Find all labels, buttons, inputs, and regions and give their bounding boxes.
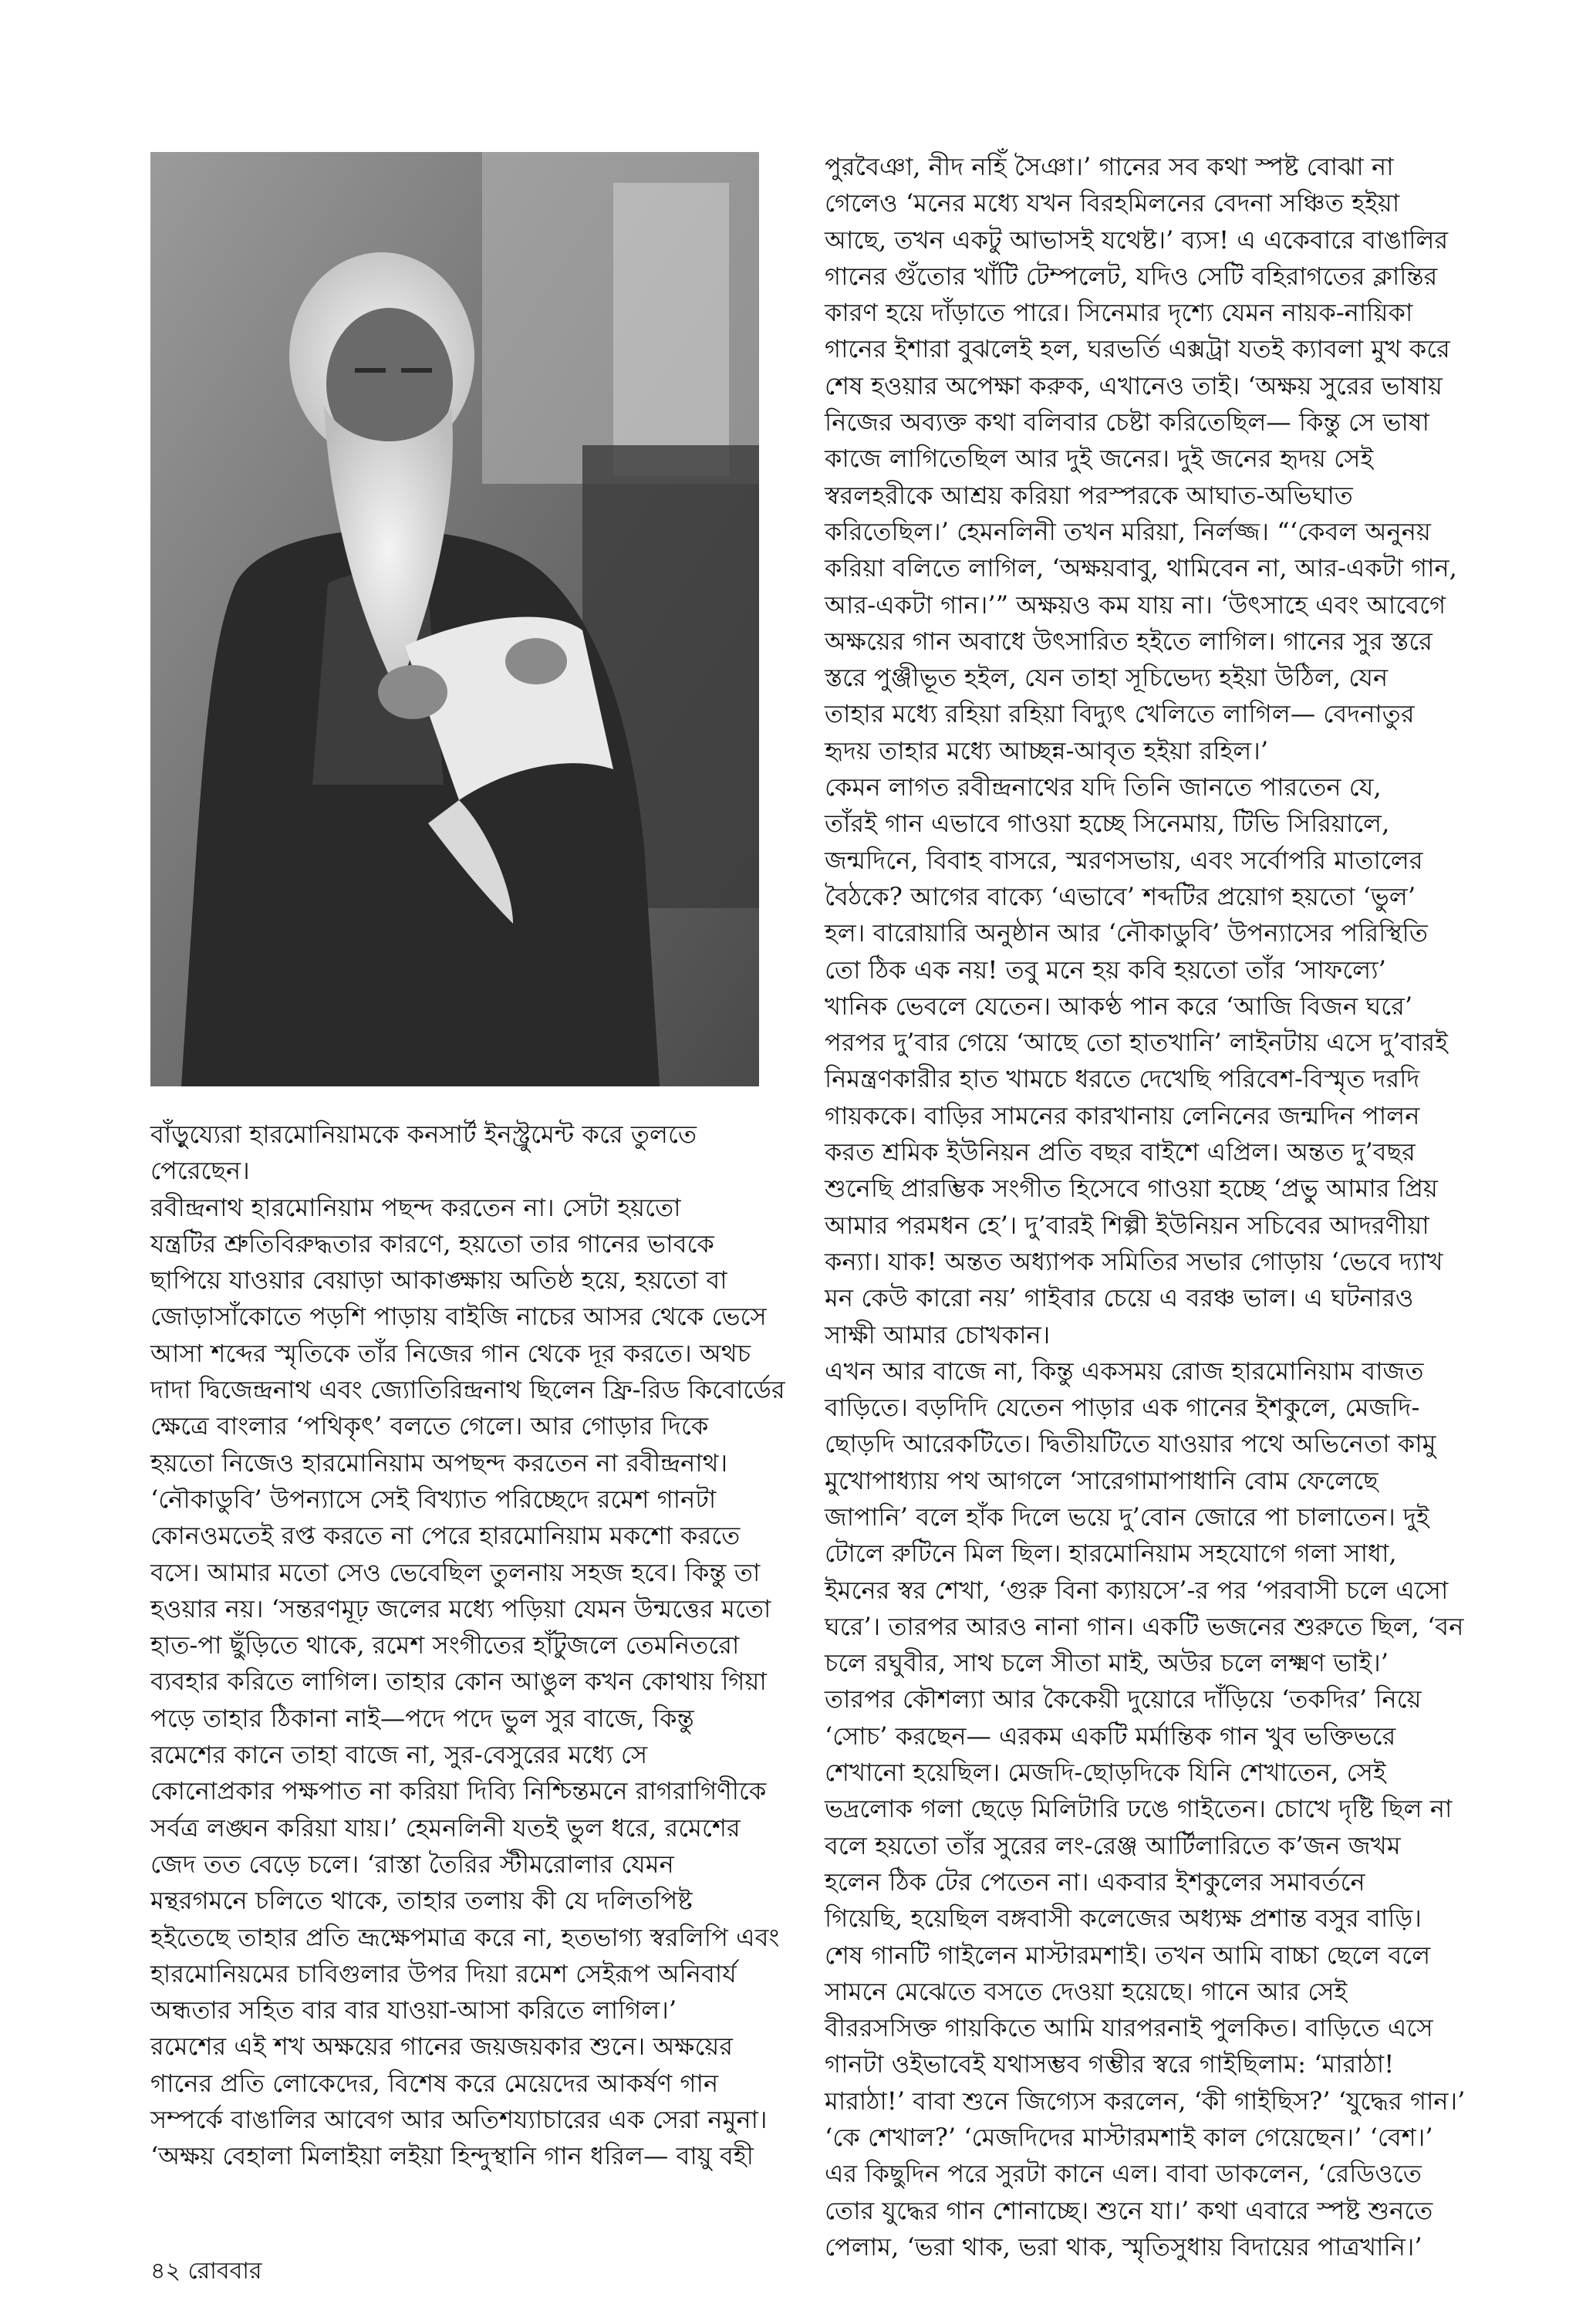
text-line: জাপানি’ বলে হাঁক দিলে ভয়ে দু’বোন জোরে পা চালাতেন। দুই [825, 1501, 1429, 1532]
text-line: তারপর কৌশল্যা আর কৈকেয়ী দুয়োরে দাঁড়িয়ে ‘তকদির’ নিয়ে [825, 1684, 1422, 1714]
text-line: পড়ে তাহার ঠিকানা নাই—পদে পদে ভুল সুর বাজে, কিন্তু [150, 1703, 694, 1733]
text-line: গেলেও ‘মনের মধ্যে যখন বিরহমিলনের বেদনা সঞ্চিত হইয়া [825, 188, 1400, 218]
right-text-column [825, 149, 1503, 2265]
text-line: ভদ্রলোক গলা ছেড়ে মিলিটারি ঢঙে গাইতেন। চোখে দৃষ্টি ছিল না [825, 1794, 1453, 1824]
text-line: বৈঠকে? আগের বাক্যে ‘এভাবে’ শব্দটির প্রয়োগ হয়তো ‘ভুল’ [825, 881, 1416, 911]
text-line: বাড়িতে। বড়দিদি যেতেন পাড়ার এক গানের ইশকুলে, মেজদি- [825, 1393, 1420, 1423]
text-line: এর কিছুদিন পরে সুরটা কানে এল। বাবা ডাকলেন, ‘রেডিওতে [825, 2159, 1422, 2189]
text-line: জন্মদিনে, বিবাহ বাসরে, স্মরণসভায়, এবং সর্বোপরি মাতালের [825, 845, 1423, 875]
text-line: রমেশের এই শখ অক্ষয়ের গানের জয়জয়কার শুনে। অক্ষয়ের [150, 2032, 734, 2062]
text-line: নিমন্ত্রণকারীর হাত খামচে ধরতে দেখেছি পরিবেশ-বিস্মৃত দরদি [825, 1064, 1420, 1094]
text-line: হারমোনিয়মের চাবিগুলার উপর দিয়া রমেশ সেইরূপ অনিবার্য [150, 1958, 737, 1988]
text-line: এখন আর বাজে না, কিন্তু একসময় রোজ হারমোনিয়াম বাজত [825, 1356, 1424, 1386]
text-line: রবীন্দ্রনাথ হারমোনিয়াম পছন্দ করতেন না। সেটা হয়তো [150, 1192, 681, 1222]
text-line: কোনওমতেই রপ্ত করতে না পেরে হারমোনিয়াম মকশো করতে [150, 1521, 741, 1551]
text-line: ‘সোচ’ করছেন— এরকম একটি মর্মান্তিক গান খুব ভক্তিভরে [825, 1721, 1396, 1751]
text-line: মুখোপাধ্যায় পথ আগলে ‘সারেগামাপাধানি বোম ফেলেছে [825, 1465, 1379, 1495]
text-line: গানের প্রতি লোকেদের, বিশেষ করে মেয়েদের আকর্ষণ গান [150, 2068, 719, 2098]
text-line: শেষ গানটি গাইলেন মাস্টারমশাই। তখন আমি বাচ্চা ছেলে বলে [825, 1940, 1431, 1970]
text-line: ব্যবহার করিতে লাগিল। তাহার কোন আঙুল কখন কোথায় গিয়া [150, 1667, 767, 1697]
text-line: সর্বত্র লঙ্ঘন করিয়া যায়।’ হেমনলিনী যতই ভুল ধরে, রমেশের [150, 1812, 741, 1843]
text-line: হওয়ার নয়। ‘সন্তরণমূঢ় জলের মধ্যে পড়িয়া যেমন উন্মত্তের মতো [150, 1593, 771, 1623]
text-line: ছাপিয়ে যাওয়ার বেয়াড়া আকাঙ্ক্ষায় অতিষ্ঠ হয়ে, হয়তো বা [150, 1265, 727, 1295]
text-line: তাহার মধ্যে রহিয়া রহিয়া বিদ্যুৎ খেলিতে লাগিল— বেদনাতুর [825, 699, 1415, 729]
page-folio: ৪২ রোববার [150, 2258, 262, 2285]
text-line: গানের গুঁতোর খাঁটি টেম্পলেট, যদিও সেটি বহিরাগতের ক্লান্তির [825, 261, 1438, 291]
text-line: নিজের অব্যক্ত কথা বলিবার চেষ্টা করিতেছিল— কিন্তু সে ভাষা [825, 407, 1429, 437]
text-line: তাঁরই গান এভাবে গাওয়া হচ্ছে সিনেমায়, টিভি সিরিয়ালে, [825, 809, 1390, 839]
text-line: পেরেছেন। [150, 1156, 250, 1186]
text-line: ছোড়দি আরেকটিতে। দ্বিতীয়টিতে যাওয়ার পথে অভিনেতা কামু [825, 1429, 1436, 1459]
text-line: আর-একটা গান।’” অক্ষয়ও কম যায় না। ‘উৎসাহে এবং আবেগে [825, 589, 1446, 620]
text-line: যন্ত্রটির শ্রুতিবিরুদ্ধতার কারণে, হয়তো তার গানের ভাবকে [150, 1228, 714, 1258]
text-line: সম্পর্কে বাঙালির আবেগ আর অতিশয্যাচারের এক সেরা নমুনা। [150, 2105, 768, 2135]
text-line: বসে। আমার মতো সেও ভেবেছিল তুলনায় সহজ হবে। কিন্তু তা [150, 1557, 761, 1587]
left-text-column [150, 1116, 798, 2175]
text-line: গায়ককে। বাড়ির সামনের কারখানায় লেনিনের জন্মদিন পালন [825, 1100, 1420, 1130]
text-line: হলেন ঠিক টের পেতেন না। একবার ইশকুলের সমাবর্তনে [825, 1866, 1365, 1897]
text-line: আসা শব্দের স্মৃতিকে তাঁর নিজের গান থেকে দূর করতে। অথচ [150, 1338, 751, 1368]
text-line: শুনেছি প্রারম্ভিক সংগীত হিসেবে গাওয়া হচ্ছে ‘প্রভু আমার প্রিয় [825, 1174, 1439, 1204]
text-line: করিয়া বলিতে লাগিল, ‘অক্ষয়বাবু, থামিবেন না, আর-একটা গান, [825, 553, 1457, 583]
text-line: স্তরে পুঞ্জীভূত হইল, যেন তাহা সূচিভেদ্য হইয়া উঠিল, যেন [825, 663, 1389, 693]
text-line: দাদা দ্বিজেন্দ্রনাথ এবং জ্যোতিরিন্দ্রনাথ ছিলেন ফ্রি-রিড কিবোর্ডের [150, 1375, 785, 1405]
text-line: গানের ইশারা বুঝলেই হল, ঘরভর্তি এক্সট্রা যতই ক্যাবলা মুখ করে [825, 334, 1450, 364]
text-line: গানটা ওইভাবেই যথাসম্ভব গম্ভীর স্বরে গাইছিলাম: ‘মারাঠা! [825, 2049, 1395, 2079]
text-line: টোলে রুটিনে মিল ছিল। হারমোনিয়াম সহযোগে গলা সাধা, [825, 1539, 1397, 1569]
text-line: পরপর দু’বার গেয়ে ‘আছে তো হাতখানি’ লাইনটায় এসে দু’বারই [825, 1028, 1449, 1058]
text-line: রমেশের কানে তাহা বাজে না, সুর-বেসুরের মধ্যে সে [150, 1740, 648, 1770]
text-line: পুরবৈঞা, নীদ নহিঁ সৈঞা।’ গানের সব কথা স্পষ্ট বোঝা না [825, 152, 1394, 181]
text-line: ঘরে’। তারপর আরও নানা গান। একটি ভজনের শুরুতে ছিল, ‘বন [825, 1611, 1464, 1641]
text-line: সামনে মেঝেতে বসতে দেওয়া হয়েছে। গানে আর সেই [825, 1976, 1348, 2006]
text-line: চলে রঘুবীর, সাথ চলে সীতা মাই, অউর চলে লক্ষ্মণ ভাই।’ [825, 1648, 1389, 1678]
text-line: মন কেউ কারো নয়’ গাইবার চেয়ে এ বরঞ্চ ভাল। এ ঘটনারও [825, 1283, 1414, 1313]
text-line: খানিক ভেবলে যেতেন। আকণ্ঠ পান করে ‘আজি বিজন ঘরে’ [825, 991, 1413, 1021]
text-line: হল। বারোয়ারি অনুষ্ঠান আর ‘নৌকাডুবি’ উপন্যাসের পরিস্থিতি [825, 918, 1429, 948]
text-line: শেখানো হয়েছিল। মেজদি-ছোড়দিকে যিনি শেখাতেন, সেই [825, 1758, 1386, 1788]
text-line: আছে, তখন একটু আভাসই যথেষ্ট।’ ব্যস! এ একেবারে বাঙালির [825, 225, 1449, 255]
text-line: তো ঠিক এক নয়! তবু মনে হয় কবি হয়তো তাঁর ‘সাফল্যে’ [825, 954, 1386, 985]
text-line: কাজে লাগিতেছিল আর দুই জনের। দুই জনের হৃদয় সেই [825, 444, 1374, 474]
text-line: সাক্ষী আমার চোখকান। [825, 1319, 1051, 1349]
text-line: কেমন লাগত রবীন্দ্রনাথের যদি তিনি জানতে পারতেন যে, [825, 772, 1382, 802]
text-line: কন্যা। যাক! অন্তত অধ্যাপক সমিতির সভার গোড়ায় ‘ভেবে দ্যাখ [825, 1246, 1443, 1276]
text-line: ইমনের স্বর শেখা, ‘গুরু বিনা ক্যায়সে’-র পর ‘পরবাসী চলে এসো [825, 1575, 1449, 1605]
text-line: অন্ধতার সহিত বার বার যাওয়া-আসা করিতে লাগিল।’ [150, 1995, 677, 2025]
text-line: জেদ তত বেড়ে চলে। ‘রাস্তা তৈরির স্টীমরোলার যেমন [150, 1849, 674, 1879]
text-line: কোনোপ্রকার পক্ষপাত না করিয়া দিব্যি নিশ্চিন্তমনে রাগরাগিণীকে [150, 1776, 767, 1806]
text-line: ‘অক্ষয় বেহালা মিলাইয়া লইয়া হিন্দুস্থানি গান ধরিল— বায়ু বহী [150, 2141, 754, 2171]
text-line: শেষ হওয়ার অপেক্ষা করুক, এখানেও তাই। ‘অক্ষয় সুরের ভাষায় [825, 370, 1443, 400]
text-line: ‘কে শেখাল?’ ‘মেজদিদের মাস্টারমশাই কাল গেয়েছেন।’ ‘বেশ।’ [825, 2123, 1433, 2153]
text-line: বীররসসিক্ত গায়কিতে আমি যারপরনাই পুলকিত। বাড়িতে এসে [825, 2013, 1433, 2043]
text-line: বলে হয়তো তাঁর সুরের লং-রেঞ্জ আর্টিলারিতে ক’জন জখম [825, 1830, 1401, 1860]
text-line: হইতেছে তাহার প্রতি ভ্রূক্ষেপমাত্র করে না, হতভাগ্য স্বরলিপি এবং [150, 1922, 780, 1952]
portrait-photo [150, 152, 759, 1086]
text-line: ক্ষেত্রে বাংলার ‘পথিকৃৎ’ বলতে গেলে। আর গোড়ার দিকে [150, 1411, 709, 1441]
text-line: করত শ্রমিক ইউনিয়ন প্রতি বছর বাইশে এপ্রিল। অন্তত দু’বছর [825, 1137, 1416, 1167]
text-line: হয়তো নিজেও হারমোনিয়াম অপছন্দ করতেন না রবীন্দ্রনাথ। [150, 1447, 728, 1478]
text-line: অক্ষয়ের গান অবাধে উৎসারিত হইতে লাগিল। গানের সুর স্তরে [825, 626, 1433, 656]
text-line: তোর যুদ্ধের গান শোনাচ্ছে। শুনে যা।’ কথা এবারে স্পষ্ট শুনতে [825, 2195, 1433, 2225]
text-line: কারণ হয়ে দাঁড়াতে পারে। সিনেমার দৃশ্যে যেমন নায়ক-নায়িকা [825, 298, 1413, 328]
text-line: মারাঠা!’ বাবা শুনে জিগ্যেস করলেন, ‘কী গাইছিস?’ ‘যুদ্ধের গান।’ [825, 2086, 1466, 2116]
text-line: জোড়াসাঁকোতে পড়শি পাড়ায় বাইজি নাচের আসর থেকে ভেসে [150, 1302, 767, 1332]
text-line: গিয়েছি, হয়েছিল বঙ্গবাসী কলেজের অধ্যক্ষ প্রশান্ত বসুর বাড়ি। [825, 1903, 1422, 1934]
text-line: পেলাম, ‘ভরা থাক, ভরা থাক, স্মৃতিসুধায় বিদায়ের পাত্রখানি।’ [825, 2231, 1422, 2262]
text-line: হাত-পা ছুঁড়িতে থাকে, রমেশ সংগীতের হাঁটুজলে তেমনিতরো [150, 1630, 740, 1660]
text-line: ‘নৌকাডুবি’ উপন্যাসে সেই বিখ্যাত পরিচ্ছেদে রমেশ গানটা [150, 1484, 717, 1514]
text-line: স্বরলহরীকে আশ্রয় করিয়া পরস্পরকে আঘাত-অভিঘাত [825, 480, 1353, 510]
text-line: বাঁড়ুয্যেরা হারমোনিয়ামকে কনসার্ট ইনস্ট্রুমেন্ট করে তুলতে [150, 1120, 697, 1149]
text-line: মন্থরগমনে চলিতে থাকে, তাহার তলায় কী যে দলিতপিষ্ট [150, 1886, 693, 1916]
text-line: হৃদয় তাহার মধ্যে আচ্ছন্ন-আবৃত হইয়া রহিল।’ [825, 735, 1269, 765]
text-line: আমার পরমধন হে’। দু’বারই শিল্পী ইউনিয়ন সচিবের আদরণীয়া [825, 1210, 1429, 1240]
text-line: করিতেছিল।’ হেমনলিনী তখন মরিয়া, নির্লজ্জ। “‘কেবল অনুনয় [825, 516, 1431, 546]
